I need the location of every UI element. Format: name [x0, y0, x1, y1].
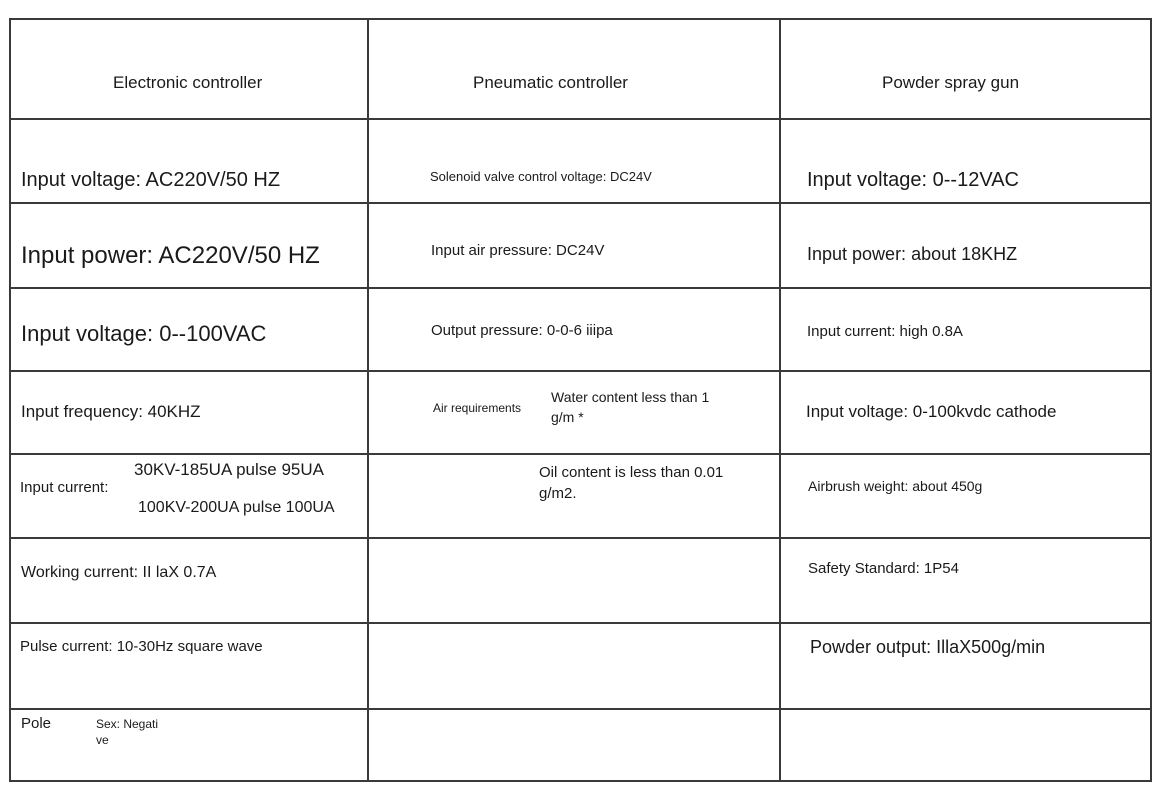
cell-air-requirements-label: Air requirements: [433, 401, 522, 415]
table-row-divider: [9, 370, 1152, 372]
table-row-divider: [9, 202, 1152, 204]
cell-gun-input-voltage: Input voltage: 0--12VAC: [807, 169, 1019, 191]
cell-solenoid-valve-voltage: Solenoid valve control voltage: DC24V: [430, 169, 652, 184]
column-header-pneumatic-controller: Pneumatic controller: [473, 73, 628, 92]
cell-safety-standard: Safety Standard: 1P54: [808, 560, 959, 577]
cell-gun-input-current: Input current: high 0.8A: [807, 323, 963, 340]
cell-input-current-line-1: 30KV-185UA pulse 95UA: [134, 460, 324, 479]
table-row-divider: [9, 287, 1152, 289]
cell-input-voltage-range: Input voltage: 0--100VAC: [21, 321, 267, 346]
cell-output-pressure: Output pressure: 0-0-6 iiipa: [431, 322, 613, 339]
cell-pole-label: Pole: [21, 715, 52, 732]
cell-polarity-value: Sex: Negative: [96, 717, 159, 747]
cell-powder-output: Powder output: IllaX500g/min: [810, 637, 1046, 657]
cell-input-current-line-2: 100KV-200UA pulse 100UA: [138, 499, 335, 516]
cell-water-content: Water content less than 1 g/m *: [551, 389, 710, 425]
table-row-divider: [9, 622, 1152, 624]
cell-airbrush-weight: Airbrush weight: about 450g: [808, 478, 983, 494]
column-header-powder-spray-gun: Powder spray gun: [882, 73, 1020, 92]
table-row-divider: [9, 537, 1152, 539]
table-header-divider: [9, 118, 1152, 120]
cell-input-frequency: Input frequency: 40KHZ: [21, 402, 201, 421]
table-column-divider-1: [367, 18, 369, 782]
table-border-top: [9, 18, 1152, 20]
table-row-divider: [9, 708, 1152, 710]
cell-gun-input-power: Input power: about 18KHZ: [807, 244, 1018, 264]
cell-input-power: Input power: AC220V/50 HZ: [21, 242, 320, 269]
cell-input-air-pressure: Input air pressure: DC24V: [431, 242, 605, 259]
table-column-divider-2: [779, 18, 781, 782]
cell-oil-content: Oil content is less than 0.01 g/m2.: [539, 464, 724, 502]
table-border-left: [9, 18, 11, 782]
cell-pulse-current: Pulse current: 10-30Hz square wave: [20, 638, 263, 655]
cell-input-voltage: Input voltage: AC220V/50 HZ: [21, 169, 281, 191]
cell-input-current-label: Input current:: [20, 479, 109, 496]
table-border-bottom: [9, 780, 1152, 782]
table-row-divider: [9, 453, 1152, 455]
cell-working-current: Working current: II laX 0.7A: [21, 564, 217, 581]
cell-gun-input-voltage-cathode: Input voltage: 0-100kvdc cathode: [806, 402, 1057, 421]
table-border-right: [1150, 18, 1152, 782]
column-header-electronic-controller: Electronic controller: [113, 73, 263, 92]
